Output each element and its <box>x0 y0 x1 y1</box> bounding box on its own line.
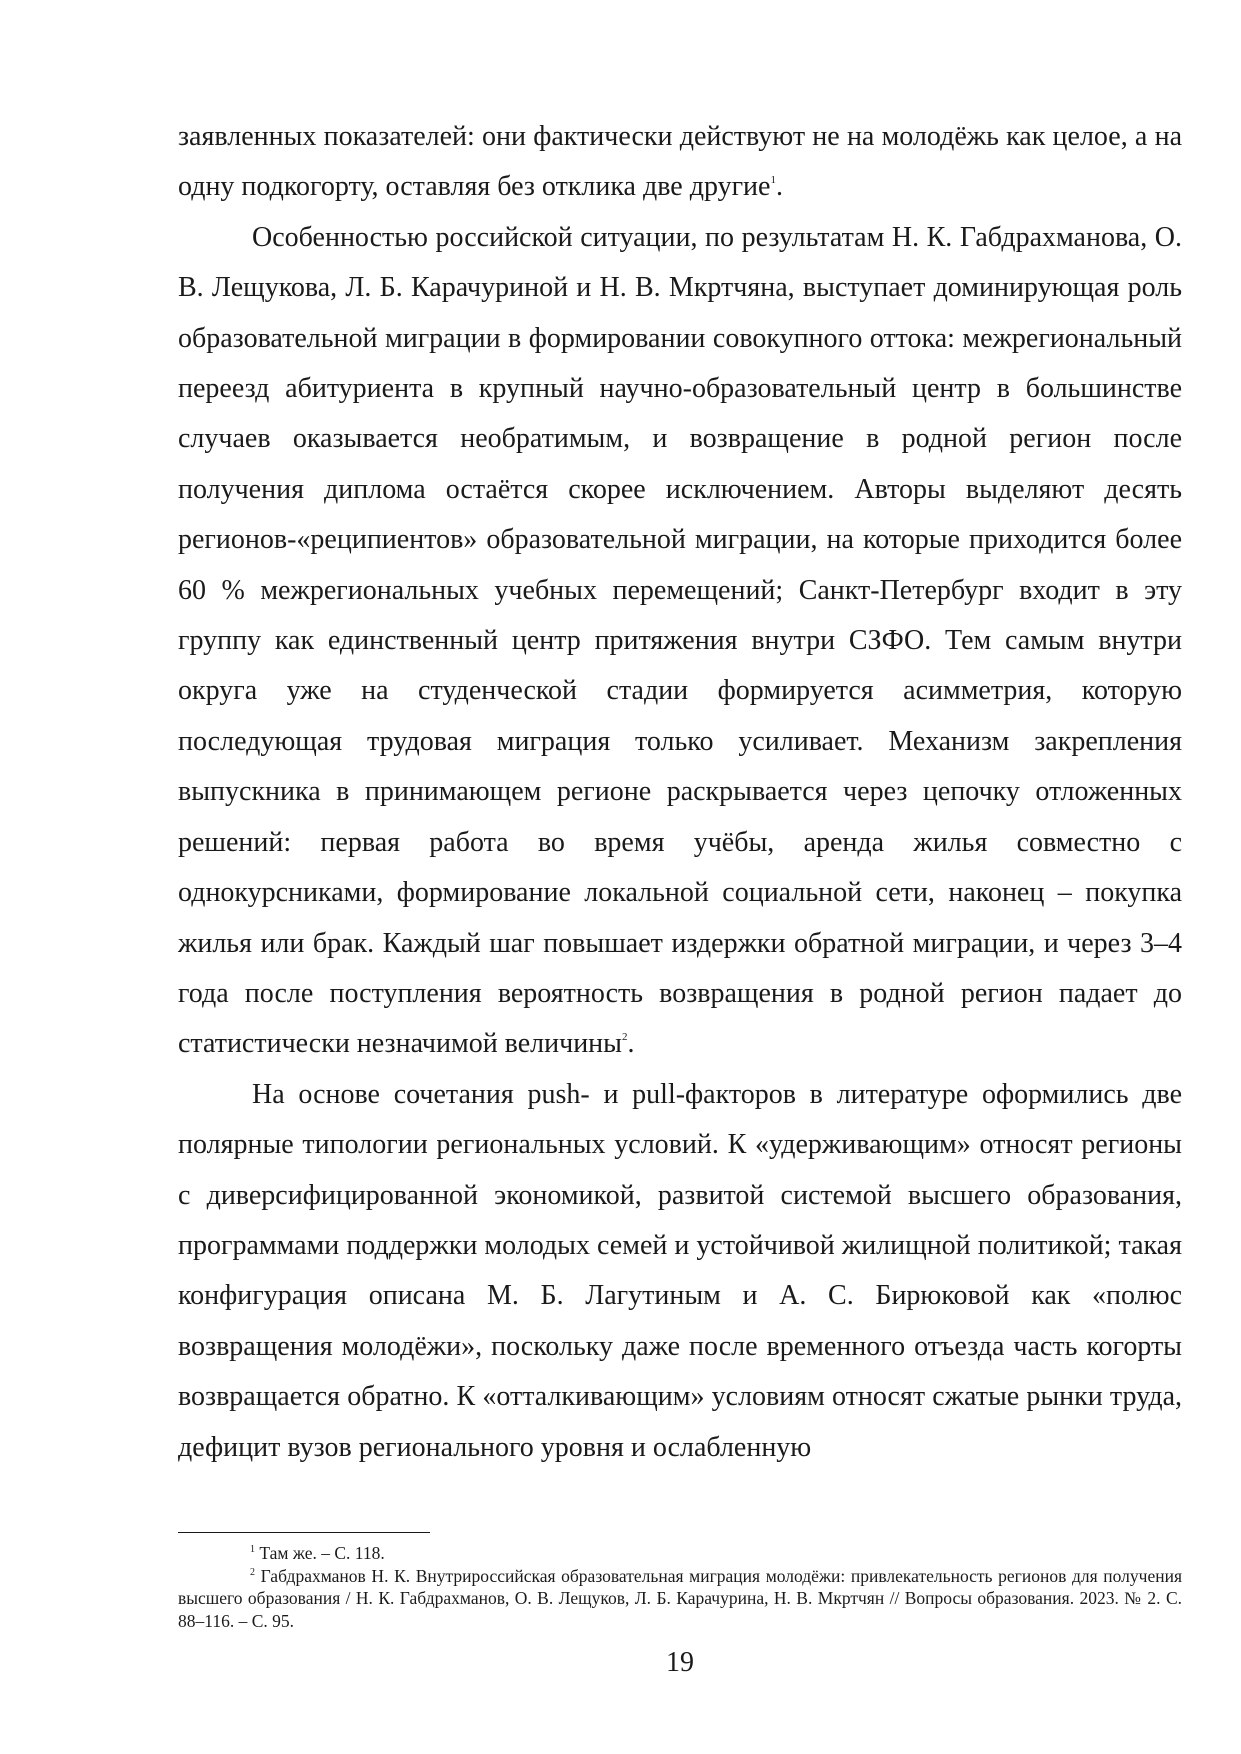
paragraph-3 <box>178 1070 1182 1473</box>
paragraph-tail: . <box>627 1028 635 1060</box>
footnote-number: 2 <box>250 1566 255 1578</box>
footnote-text: Там же. – С. 118. <box>259 1543 385 1563</box>
page-number: 19 <box>666 1647 694 1678</box>
footnote-2 <box>178 1565 1182 1633</box>
paragraph-text: заявленных показателей: они фактически действуют не на молодёжь как целое, а на одну подкогорту, оставляя без отклика две другие <box>178 121 1182 203</box>
paragraph-text: На основе сочетания push- и pull-факторов в литературе оформились две полярные типологии региональных условий. К «удерживающим» относят регионы с диверсифицированной экономикой, развитой системой высшего образования, программами поддержки молодых семей и устойчивой жилищной политикой; такая конфигурация описана М. Б. Лагутиным и А. С. Бирюковой как «полюс возвращения молодёжи», поскольку даже после временного отъезда часть когорты возвращается обратно. К «отталкивающим» условиям относят сжатые рынки труда, дефицит вузов регионального уровня и ослабленную <box>178 1078 1182 1463</box>
footnote-number: 1 <box>250 1544 255 1555</box>
footnotes <box>178 1542 1182 1632</box>
footnote-1 <box>178 1542 1182 1565</box>
body-text <box>178 112 1182 1473</box>
paragraph-text: Особенностью российской ситуации, по результатам Н. К. Габдрахманова, О. В. Лещукова, Л. Б. Карачуриной и Н. В. Мкртчяна, выступает доминирующая роль образовательной миграции в формировании совокупного оттока: межрегиональный переезд абитуриента в крупный научно-образовательный центр в большинстве случаев оказывается необратимым, и возвращение в родной регион после получения диплома остаётся скорее исключением. Авторы выделяют десять регионов-«реципиентов» образовательной миграции, на которые приходится более 60 % межрегиональных учебных перемещений; Санкт-Петербург входит в эту группу как единственный центр притяжения внутри СЗФО. Тем самым внутри округа уже на студенческой стадии формируется асимметрия, которую последующая трудовая миграция только усиливает. Механизм закрепления выпускника в принимающем регионе раскрывается через цепочку отложенных решений: первая работа во время учёбы, аренда жилья совместно с однокурсниками, формирование локальной социальной сети, наконец – покупка жилья или брак. Каждый шаг повышает издержки обратной миграции, и через 3–4 года после поступления вероятность возвращения в родной регион падает до статистически незначимой величины <box>178 221 1182 1060</box>
footnote-text: Габдрахманов Н. К. Внутрироссийская образовательная миграция молодёжи: привлекательность регионов для получения высшего образования / Н. К. Габдрахманов, О. В. Лещуков, Л. Б. Карачурина, Н. В. Мкртчян // Вопросы образования. 2023. № 2. С. 88–116. – С. 95. <box>178 1565 1182 1631</box>
paragraph-tail: . <box>775 171 783 203</box>
paragraph-2 <box>178 213 1182 1070</box>
paragraph-1 <box>178 112 1182 213</box>
footnote-ref-2[interactable]: 2 <box>621 1031 628 1044</box>
footnote-separator <box>178 1532 430 1533</box>
footnote-ref-1[interactable]: 1 <box>770 174 776 187</box>
